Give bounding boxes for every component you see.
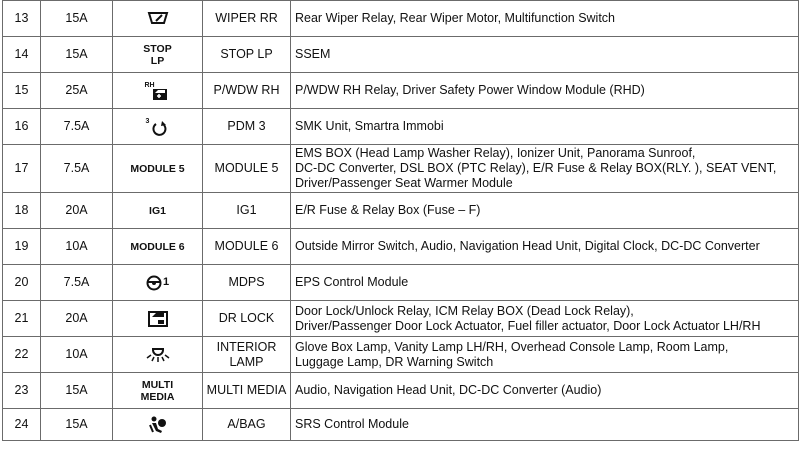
- fuse-name: MODULE 6: [203, 229, 291, 265]
- fuse-number: 16: [3, 109, 41, 145]
- fuse-number: 21: [3, 301, 41, 337]
- fuse-rating: 25A: [41, 73, 113, 109]
- symbol-cell: [113, 265, 203, 301]
- symbol-cell: [113, 1, 203, 37]
- symbol-text: MODULE 5: [130, 163, 185, 175]
- fuse-name: MULTI MEDIA: [203, 373, 291, 409]
- fuse-name: PDM 3: [203, 109, 291, 145]
- fuse-rating: 7.5A: [41, 265, 113, 301]
- symbol-cell: [113, 373, 203, 409]
- fuse-description: EPS Control Module: [291, 265, 799, 301]
- symbol-text: MULTI MEDIA: [140, 378, 175, 403]
- table-row: [3, 73, 799, 109]
- fuse-rating: 20A: [41, 193, 113, 229]
- table-row: [3, 1, 799, 37]
- fuse-name: STOP LP: [203, 37, 291, 73]
- fuse-number: 20: [3, 265, 41, 301]
- fuse-number: 22: [3, 337, 41, 373]
- symbol-text: IG1: [149, 205, 166, 217]
- table-row: [3, 109, 799, 145]
- icon-label: RH: [144, 81, 155, 89]
- fuse-description: E/R Fuse & Relay Box (Fuse – F): [291, 193, 799, 229]
- icon-label: 1: [162, 276, 170, 288]
- fuse-number: 17: [3, 145, 41, 193]
- fuse-name: IG1: [203, 193, 291, 229]
- fuse-name: MDPS: [203, 265, 291, 301]
- table-row: [3, 145, 799, 193]
- icon-label: 3: [145, 117, 150, 125]
- fuse-name: WIPER RR: [203, 1, 291, 37]
- table-row: [3, 301, 799, 337]
- fuse-number: 19: [3, 229, 41, 265]
- symbol-cell: [113, 73, 203, 109]
- fuse-name: MODULE 5: [203, 145, 291, 193]
- table-row: [3, 265, 799, 301]
- table-row: [3, 229, 799, 265]
- fuse-description: EMS BOX (Head Lamp Washer Relay), Ionizer Unit, Panorama Sunroof, DC-DC Converter, DSL BOX (PTC Relay), E/R Fuse & Relay BOX(RLY. ), SEAT VENT, Driver/Passenger Seat Warmer Module: [291, 145, 799, 193]
- table-row: [3, 37, 799, 73]
- table-row: [3, 337, 799, 373]
- symbol-cell: [113, 301, 203, 337]
- fuse-number: 24: [3, 409, 41, 441]
- fuse-rating: 15A: [41, 1, 113, 37]
- symbol-cell: [113, 337, 203, 373]
- table-row: [3, 373, 799, 409]
- symbol-cell: [113, 145, 203, 193]
- fuse-rating: 10A: [41, 229, 113, 265]
- fuse-rating: 7.5A: [41, 145, 113, 193]
- fuse-description: SSEM: [291, 37, 799, 73]
- fuse-description: Door Lock/Unlock Relay, ICM Relay BOX (Dead Lock Relay), Driver/Passenger Door Lock Actuator, Fuel filler actuator, Door Lock Actuator LH/RH: [291, 301, 799, 337]
- fuse-name: A/BAG: [203, 409, 291, 441]
- fuse-name: DR LOCK: [203, 301, 291, 337]
- fuse-description: SMK Unit, Smartra Immobi: [291, 109, 799, 145]
- interior-lamp-icon: [145, 346, 171, 364]
- fuse-table: [2, 0, 799, 441]
- symbol-text: MODULE 6: [130, 241, 185, 253]
- fuse-number: 23: [3, 373, 41, 409]
- symbol-cell: [113, 109, 203, 145]
- door-lock-icon: [147, 310, 169, 328]
- table-row: [3, 193, 799, 229]
- fuse-rating: 10A: [41, 337, 113, 373]
- fuse-rating: 15A: [41, 373, 113, 409]
- symbol-cell: [113, 37, 203, 73]
- fuse-description: SRS Control Module: [291, 409, 799, 441]
- airbag-icon: [148, 415, 168, 435]
- fuse-description: Audio, Navigation Head Unit, DC-DC Converter (Audio): [291, 373, 799, 409]
- table-row: [3, 409, 799, 441]
- fuse-description: P/WDW RH Relay, Driver Safety Power Window Module (RHD): [291, 73, 799, 109]
- fuse-rating: 15A: [41, 409, 113, 441]
- fuse-rating: 15A: [41, 37, 113, 73]
- power-window-icon: [145, 80, 171, 102]
- fuse-rating: 7.5A: [41, 109, 113, 145]
- steering-icon: [146, 275, 169, 291]
- fuse-name: INTERIOR LAMP: [203, 337, 291, 373]
- fuse-rating: 20A: [41, 301, 113, 337]
- fuse-number: 18: [3, 193, 41, 229]
- pdm-icon: [146, 116, 170, 138]
- fuse-number: 14: [3, 37, 41, 73]
- symbol-cell: [113, 229, 203, 265]
- symbol-cell: [113, 193, 203, 229]
- symbol-text: STOP LP: [143, 42, 172, 67]
- symbol-cell: [113, 409, 203, 441]
- fuse-description: Glove Box Lamp, Vanity Lamp LH/RH, Overhead Console Lamp, Room Lamp, Luggage Lamp, DR Warning Switch: [291, 337, 799, 373]
- wiper-icon: [147, 10, 169, 28]
- fuse-description: Outside Mirror Switch, Audio, Navigation Head Unit, Digital Clock, DC-DC Converter: [291, 229, 799, 265]
- fuse-number: 13: [3, 1, 41, 37]
- fuse-description: Rear Wiper Relay, Rear Wiper Motor, Multifunction Switch: [291, 1, 799, 37]
- fuse-name: P/WDW RH: [203, 73, 291, 109]
- fuse-number: 15: [3, 73, 41, 109]
